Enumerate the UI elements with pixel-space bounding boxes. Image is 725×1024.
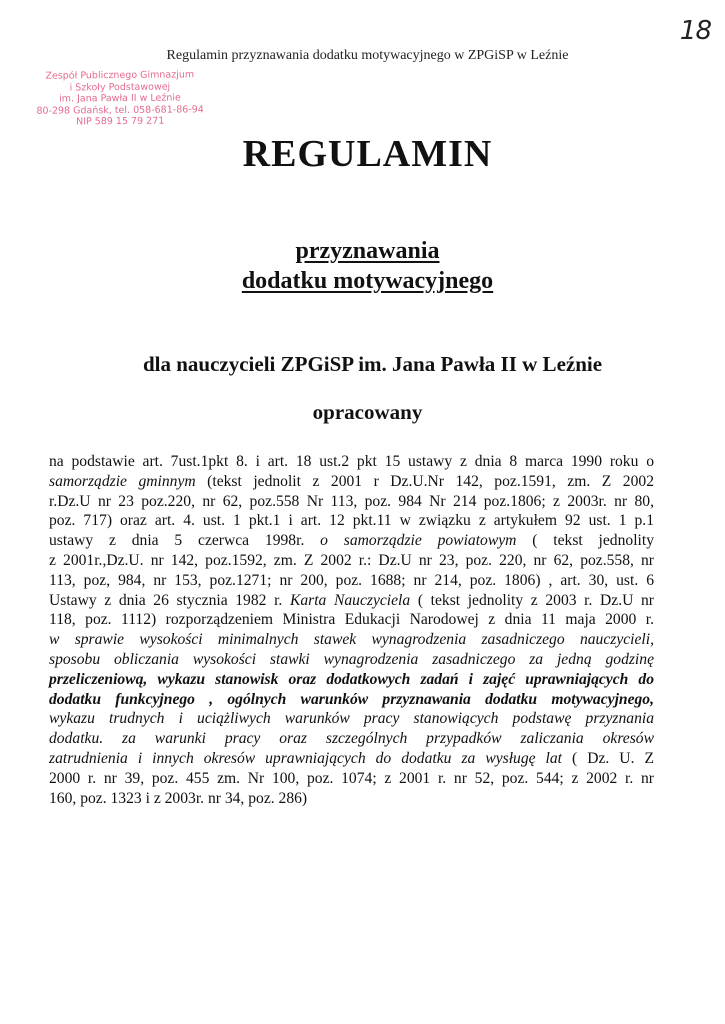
text-run: ( tekst jednolity z 2003 r. Dz.U nr [410, 591, 654, 609]
stamp-line: NIP 589 15 79 271 [76, 115, 165, 128]
paragraph-line [49, 591, 654, 611]
paragraph-line: 118, poz. 1112) rozporządzeniem Ministra Edukacji Narodowej z dnia 11 maja 2000 r. [49, 611, 654, 629]
paragraph-line: sposobu obliczania wysokości stawki wynagrodzenia zasadniczego za jedną godzinę [49, 650, 654, 668]
stamp-line: im. Jana Pawła II w Leźnie [59, 92, 181, 105]
running-header: Regulamin przyznawania dodatku motywacyjnego w ZPGiSP w Leźnie [166, 48, 569, 63]
act-name: o samorządzie powiatowym [320, 532, 517, 550]
paragraph-line: poz. 717) oraz art. 4. ust. 1 pkt.1 i art. 12 pkt.11 w związku z artykułem 92 ust. 1 p.1 [49, 512, 654, 530]
text-run: zatrudnienia i innych okresów uprawniających do dodatku za wysługę lat [49, 749, 563, 767]
subtitle-line-2: dodatku motywacyjnego [241, 268, 494, 294]
stamp-line: 80-298 Gdańsk, tel. 058-681-86-94 [36, 103, 204, 117]
subtitle-line-1: przyznawania [295, 238, 440, 264]
text-run: (tekst jednolit z 2001 r Dz.U.Nr 142, poz.1591, zm. Z 2002 [195, 472, 654, 490]
paragraph-line: 2000 r. nr 39, poz. 455 zm. Nr 100, poz. 1074; z 2001 r. nr 52, poz. 544; z 2002 r. nr [49, 769, 654, 787]
text-run: ustawy z dnia 5 czerwca 1998r. [49, 532, 321, 550]
act-name: Karta Nauczyciela [289, 591, 411, 609]
prepared-label: opracowany [312, 400, 423, 424]
paragraph-line: r.Dz.U nr 23 poz.220, nr 62, poz.558 Nr 113, poz. 984 Nr 214 poz.1806; z 2003r. nr 80, [49, 492, 654, 510]
paragraph-line: wykazu trudnych i uciążliwych warunków pracy stanowiących podstawę przyznania [49, 710, 654, 728]
legal-basis-paragraph [49, 452, 654, 808]
audience-line: dla nauczycieli ZPGiSP im. Jana Pawła II w Leźnie [142, 352, 603, 376]
text-run: Ustawy z dnia 26 stycznia 1982 r. [49, 591, 290, 609]
paragraph-line: z 2001r.,Dz.U. nr 142, poz.1592, zm. Z 2002 r.: Dz.U nr 23, poz. 220, nr 62, poz.558, nr [49, 551, 654, 569]
paragraph-line: 160, poz. 1323 i z 2003r. nr 34, poz. 286) [49, 789, 308, 807]
paragraph-line [49, 472, 654, 492]
paragraph-line: 113, poz, 984, nr 153, poz.1271; nr 200, poz. 1688; nr 214, poz. 1806) , art. 30, ust. 6 [49, 571, 654, 589]
paragraph-line [49, 531, 654, 551]
text-run: ( tekst jednolity [516, 532, 654, 550]
paragraph-line: na podstawie art. 7ust.1pkt 8. i art. 18 ust.2 pkt 15 ustawy z dnia 8 marca 1990 roku o [49, 453, 654, 470]
page-number: 18 [679, 16, 711, 46]
paragraph-line: dodatku. za warunki pracy oraz szczególnych przypadków zaliczania okresów [49, 730, 654, 748]
act-name: samorządzie gminnym [49, 472, 196, 490]
school-stamp [36, 69, 204, 128]
paragraph-line [49, 749, 654, 769]
stamp-line: i Szkoły Podstawowej [69, 81, 171, 93]
document-title: REGULAMIN [242, 133, 493, 175]
document-subtitle [0, 236, 725, 296]
paragraph-line: przeliczeniową, wykazu stanowisk oraz dodatkowych zadań i zajęć uprawniających do [49, 670, 654, 688]
stamp-line: Zespół Publicznego Gimnazjum [45, 69, 195, 82]
paragraph-line: w sprawie wysokości minimalnych stawek wynagrodzenia zasadniczego nauczycieli, [49, 631, 654, 649]
text-run: ( Dz. U. Z [562, 749, 654, 767]
paragraph-line: dodatku funkcyjnego , ogólnych warunków przyznawania dodatku motywacyjnego, [49, 690, 654, 708]
